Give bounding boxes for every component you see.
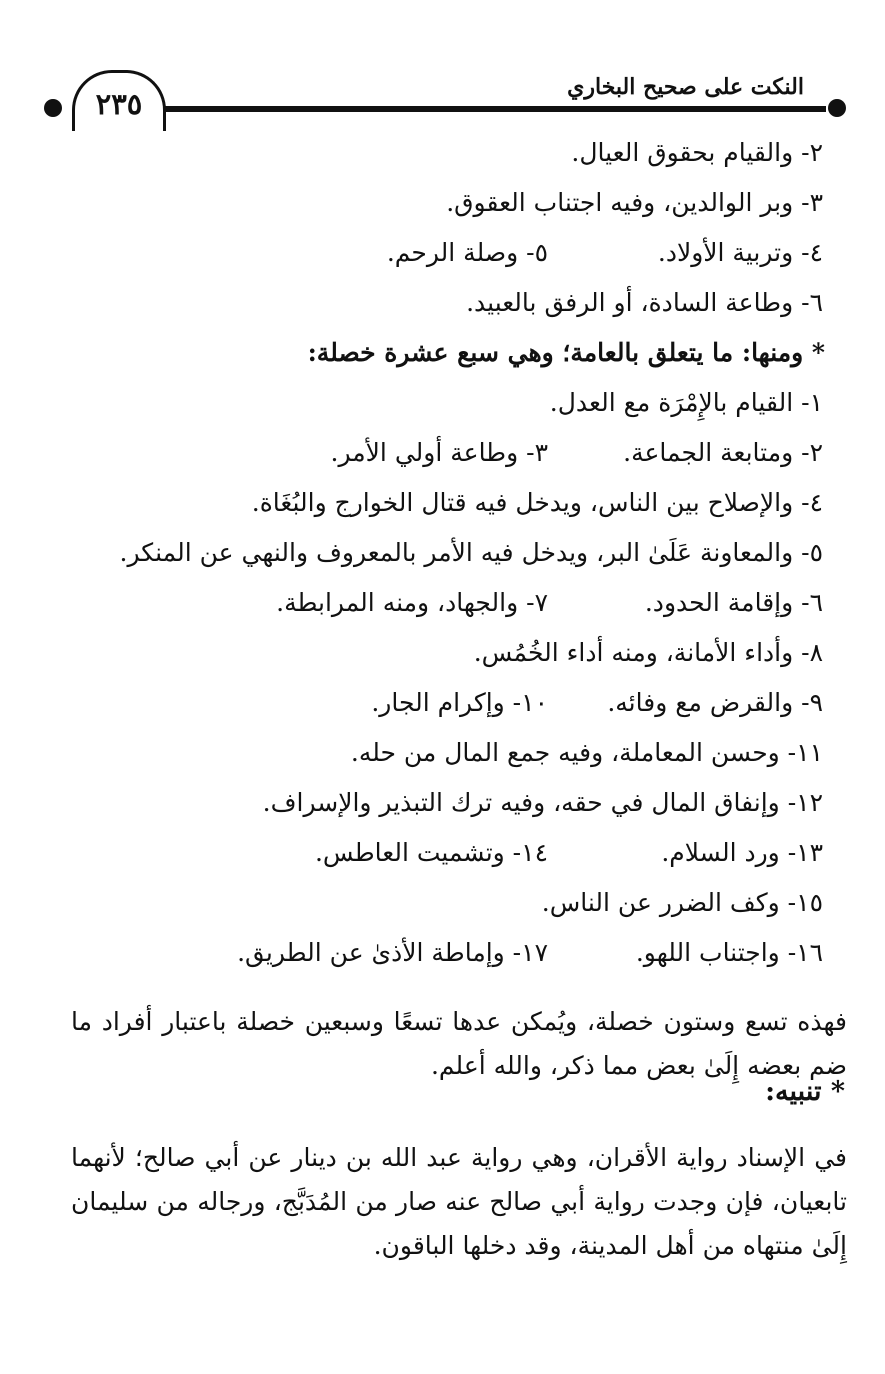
item-text: ١٢- وإنفاق المال في حقه، وفيه ترك التبذير والإسراف. [262, 788, 823, 817]
note-paragraph: في الإسناد رواية الأقران، وهي رواية عبد الله بن دينار عن أبي صالح؛ لأنهما تابعيان، فإن وجدت رواية أبي صالح عنه صار من المُدَبَّج، ورجاله من سليمان إِلَىٰ منتهاه من أهل المدينة، وقد دخلها الباقون. [71, 1143, 847, 1260]
running-title: النكت على صحيح البخاري [557, 74, 814, 100]
section-heading: * ومنها: ما يتعلق بالعامة؛ وهي سبع عشرة خصلة: [307, 338, 825, 367]
item-text: ١٣- ورد السلام. [661, 838, 823, 867]
list-item [53, 228, 823, 278]
page-number: ٢٣٥ [72, 70, 166, 131]
item-text-second: ١٠- وإكرام الجار. [371, 688, 548, 717]
item-text: ١- القيام بالإِمْرَة مع العدل. [549, 388, 823, 417]
list-item [53, 878, 823, 928]
list-item [53, 628, 823, 678]
item-text: ٤- وتربية الأولاد. [657, 238, 823, 267]
list-item [53, 178, 823, 228]
list-item [53, 478, 823, 528]
item-text-second: ٥- وصلة الرحم. [386, 238, 548, 267]
item-text: ٢- ومتابعة الجماعة. [623, 438, 823, 467]
list-item [53, 578, 823, 628]
list-item [53, 828, 823, 878]
item-text: ٨- وأداء الأمانة، ومنه أداء الخُمُس. [473, 638, 823, 667]
list-item [53, 378, 823, 428]
note-heading: * تنبيه: [765, 1076, 845, 1107]
item-text-second: ١٤- وتشميت العاطس. [314, 838, 548, 867]
header-rule [160, 106, 826, 112]
summary-paragraph: فهذه تسع وستون خصلة، ويُمكن عدها تسعًا وسبعين خصلة باعتبار أفراد ما ضم بعضه إِلَىٰ بعض مما ذكر، والله أعلم. [71, 1007, 847, 1080]
item-text-second: ٣- وطاعة أولي الأمر. [330, 438, 548, 467]
list-item [53, 278, 823, 328]
item-text-second: ١٧- وإماطة الأذىٰ عن الطريق. [237, 938, 548, 967]
item-text-second: ٧- والجهاد، ومنه المرابطة. [276, 588, 548, 617]
header-dot-right [828, 99, 846, 117]
item-text: ٦- وإقامة الحدود. [644, 588, 823, 617]
list-item [53, 528, 823, 578]
item-text: ٣- وبر الوالدين، وفيه اجتناب العقوق. [446, 188, 823, 217]
list-item [53, 728, 823, 778]
item-text: ١١- وحسن المعاملة، وفيه جمع المال من حله. [350, 738, 823, 767]
item-text: ١٥- وكف الضرر عن الناس. [541, 888, 823, 917]
list-item [53, 678, 823, 728]
item-text: ٢- والقيام بحقوق العيال. [571, 138, 823, 167]
item-text: ٩- والقرض مع وفائه. [607, 688, 823, 717]
list-item [53, 778, 823, 828]
item-text: ٦- وطاعة السادة، أو الرفق بالعبيد. [466, 288, 823, 317]
list-item [53, 128, 823, 178]
item-text: ٥- والمعاونة عَلَىٰ البر، ويدخل فيه الأمر بالمعروف والنهي عن المنكر. [119, 538, 823, 567]
header-dot-left [44, 99, 62, 117]
list-item [53, 428, 823, 478]
main-content [53, 128, 823, 978]
list-item [53, 928, 823, 978]
item-text: ١٦- واجتناب اللهو. [635, 938, 823, 967]
item-text: ٤- والإصلاح بين الناس، ويدخل فيه قتال الخوارج والبُغَاة. [251, 488, 823, 517]
